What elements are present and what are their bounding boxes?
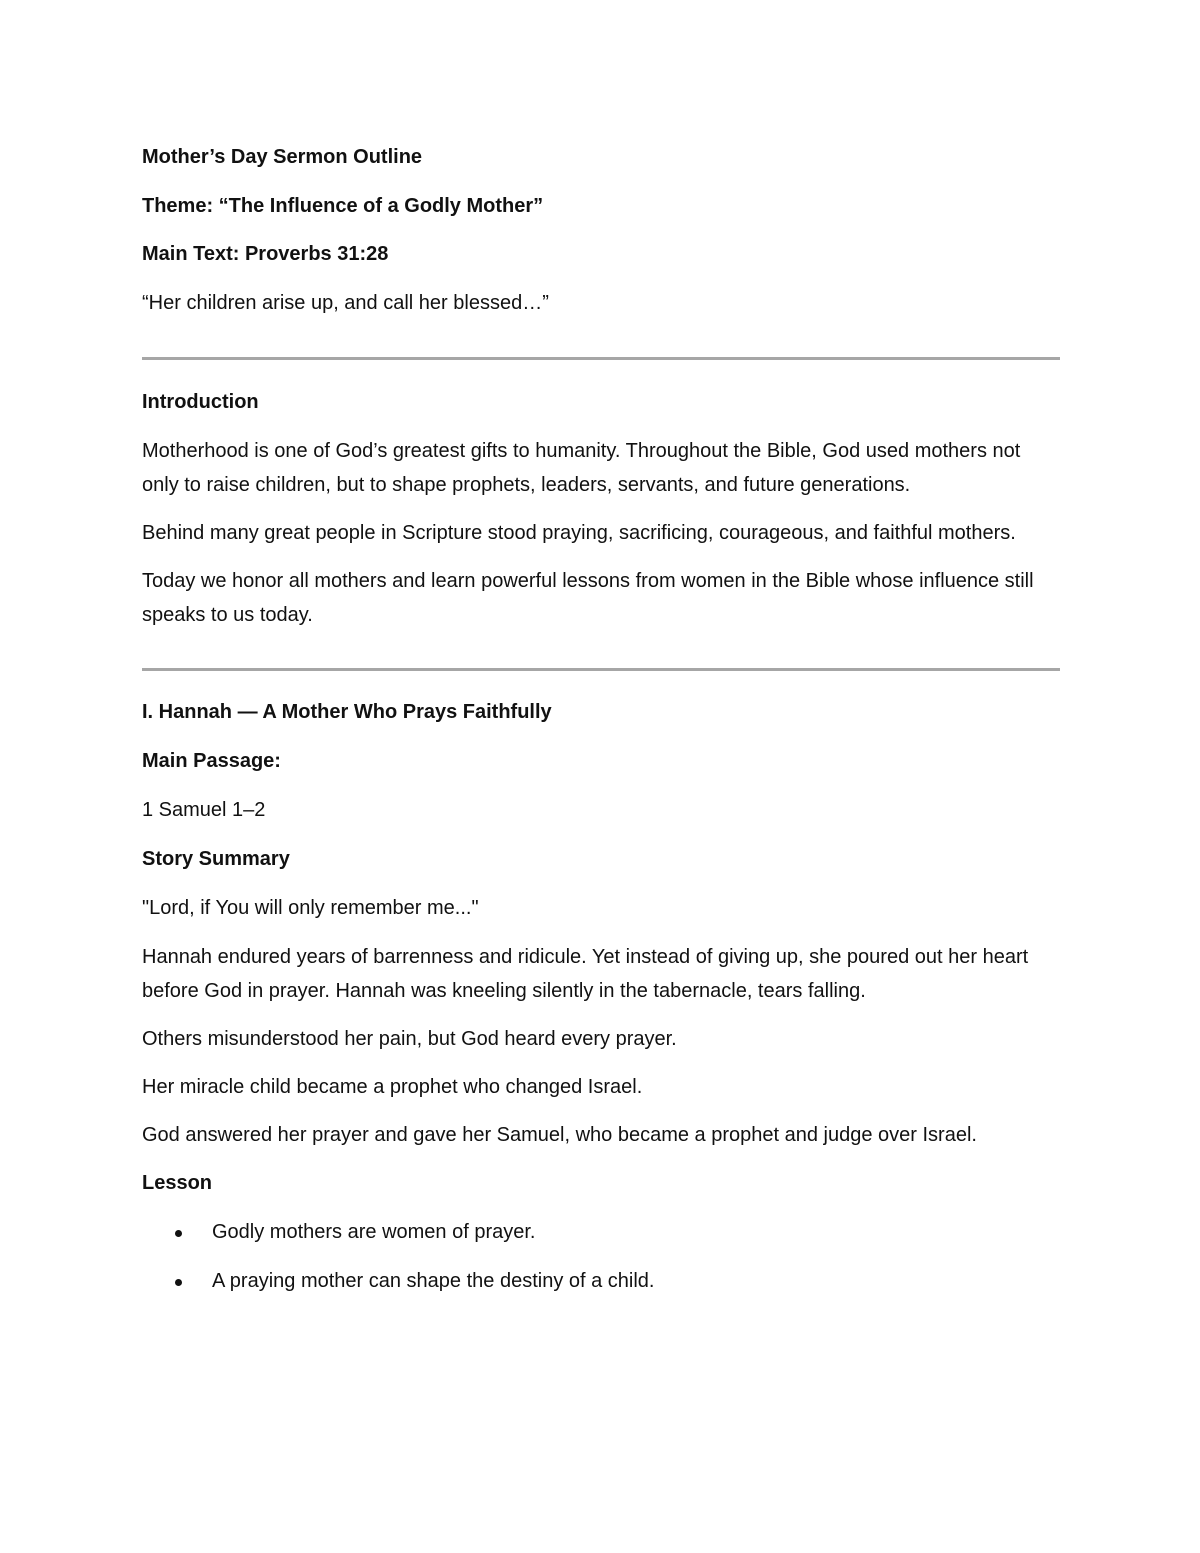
- section-heading: I. Hannah — A Mother Who Prays Faithfully: [142, 701, 552, 723]
- lesson-label: Lesson: [142, 1172, 213, 1194]
- summary-label: Story Summary: [142, 848, 290, 870]
- document-title: Mother’s Day Sermon Outline: [142, 146, 423, 168]
- bullet-icon: [175, 1230, 182, 1237]
- introduction-heading: Introduction: [142, 391, 259, 413]
- summary-paragraph: God answered her prayer and gave her Samuel, who became a prophet and judge over Israel.: [142, 1124, 977, 1146]
- summary-paragraph: Hannah endured years of barrenness and ridicule. Yet instead of giving up, she poured out her heart before God in prayer. Hannah was kneeling silently in the tabernacle, tears falling.: [142, 946, 1029, 1002]
- introduction-paragraph: Behind many great people in Scripture stood praying, sacrificing, courageous, and faithful mothers.: [142, 522, 1016, 544]
- horizontal-divider: [142, 668, 1060, 671]
- document-body: [142, 140, 1060, 1313]
- horizontal-divider: [142, 357, 1060, 360]
- main-text-reference: Main Text: Proverbs 31:28: [142, 243, 389, 265]
- document-theme: Theme: “The Influence of a Godly Mother”: [142, 195, 544, 217]
- summary-quote: "Lord, if You will only remember me...": [142, 897, 479, 919]
- main-text-quote: “Her children arise up, and call her blessed…”: [142, 292, 549, 314]
- summary-paragraph: Others misunderstood her pain, but God heard every prayer.: [142, 1028, 677, 1050]
- introduction-paragraph: Today we honor all mothers and learn powerful lessons from women in the Bible whose influence still speaks to us today.: [142, 570, 1034, 626]
- introduction-paragraph: Motherhood is one of God’s greatest gifts to humanity. Throughout the Bible, God used mothers not only to raise children, but to shape prophets, leaders, servants, and future generations.: [142, 440, 1021, 496]
- lesson-text: A praying mother can shape the destiny of a child.: [212, 1270, 655, 1292]
- bullet-icon: [175, 1279, 182, 1286]
- passage-label: Main Passage:: [142, 750, 281, 772]
- summary-paragraph: Her miracle child became a prophet who changed Israel.: [142, 1076, 643, 1098]
- list-item: [142, 1215, 1060, 1249]
- lesson-list: [142, 1215, 1060, 1298]
- passage-reference: 1 Samuel 1–2: [142, 799, 266, 821]
- list-item: [142, 1264, 1060, 1298]
- lesson-text: Godly mothers are women of prayer.: [212, 1221, 536, 1243]
